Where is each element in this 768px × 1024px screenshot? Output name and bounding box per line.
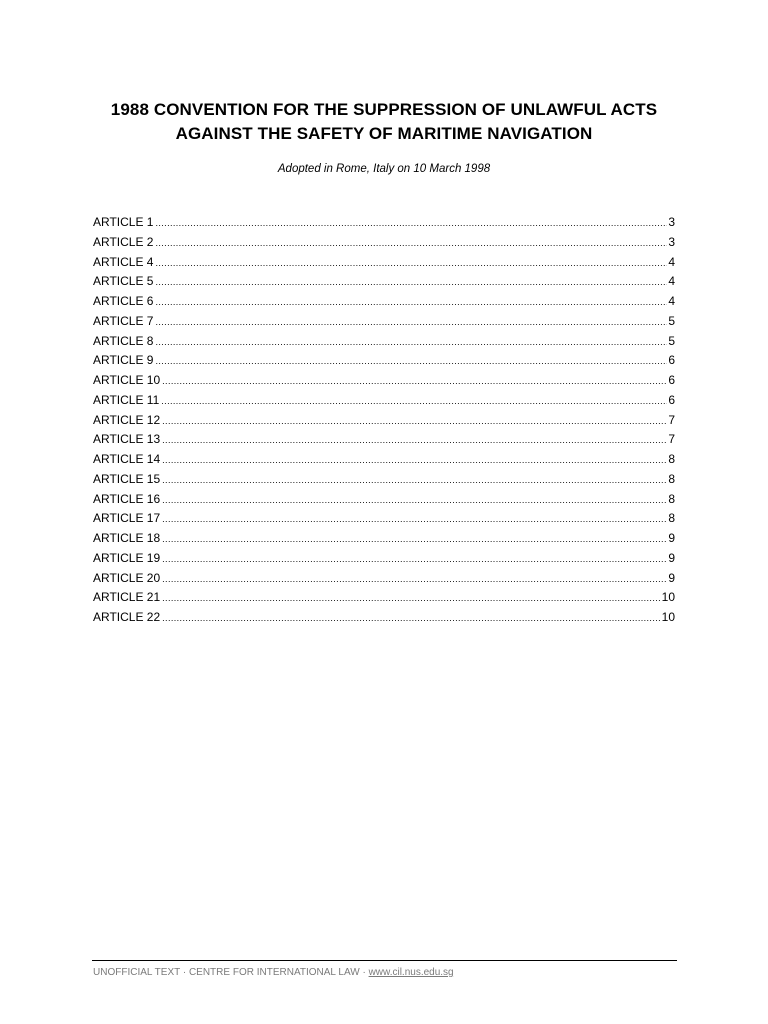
toc-entry-label: ARTICLE 21 <box>93 590 161 605</box>
toc-entry-page-number: 9 <box>668 531 675 545</box>
toc-dot-leader <box>162 491 667 511</box>
document-subtitle: Adopted in Rome, Italy on 10 March 1998 <box>277 163 491 175</box>
toc-entry-label: ARTICLE 18 <box>93 531 161 545</box>
toc-entry-label: ARTICLE 19 <box>93 550 161 565</box>
toc-entry-page-number: 7 <box>668 412 675 427</box>
toc-entry-label: ARTICLE 12 <box>93 412 161 427</box>
toc-entry[interactable] <box>93 312 675 332</box>
toc-dot-leader <box>155 352 667 372</box>
toc-dot-leader <box>162 431 667 451</box>
toc-dot-leader <box>155 234 667 254</box>
toc-dot-leader <box>155 313 667 333</box>
footer <box>93 966 454 980</box>
toc-entry[interactable] <box>93 549 675 569</box>
toc-entry-label: ARTICLE 9 <box>93 353 154 368</box>
toc-entry[interactable] <box>93 371 675 391</box>
toc-entry-label: ARTICLE 11 <box>93 392 160 407</box>
toc-entry[interactable] <box>93 608 675 628</box>
toc-entry-page-number: 9 <box>668 550 675 565</box>
toc-entry-label: ARTICLE 8 <box>93 333 154 348</box>
footer-divider <box>92 960 677 961</box>
toc-dot-leader <box>162 570 667 590</box>
toc-entry-label: ARTICLE 13 <box>93 432 161 447</box>
toc-dot-leader <box>155 333 667 353</box>
toc-dot-leader <box>162 471 667 491</box>
toc-entry-page-number: 10 <box>661 590 675 605</box>
toc-entry[interactable] <box>93 332 675 352</box>
toc-entry[interactable] <box>93 450 675 470</box>
toc-entry-page-number: 3 <box>668 215 675 229</box>
toc-entry[interactable] <box>93 272 675 292</box>
toc-entry-label: ARTICLE 10 <box>93 373 161 387</box>
toc-entry-page-number: 4 <box>668 274 675 289</box>
toc-dot-leader <box>162 510 667 530</box>
toc-dot-leader <box>162 589 660 609</box>
toc-entry[interactable] <box>93 351 675 371</box>
toc-dot-leader <box>162 550 667 570</box>
toc-entry-label: ARTICLE 16 <box>93 491 161 506</box>
toc-dot-leader <box>162 609 660 629</box>
toc-entry-page-number: 5 <box>668 313 675 328</box>
toc-entry[interactable] <box>93 569 675 589</box>
toc-entry-label: ARTICLE 15 <box>93 471 161 486</box>
toc-dot-leader <box>162 412 667 432</box>
toc-entry-page-number: 6 <box>668 373 675 387</box>
toc-entry[interactable] <box>93 509 675 529</box>
toc-entry[interactable] <box>93 391 675 411</box>
toc-entry-page-number: 6 <box>668 353 675 368</box>
toc-entry-page-number: 9 <box>668 570 675 585</box>
toc-entry[interactable] <box>93 213 675 233</box>
toc-entry-page-number: 8 <box>668 491 675 506</box>
toc-entry-label: ARTICLE 6 <box>93 294 154 308</box>
document-title-line-1: 1988 CONVENTION FOR THE SUPPRESSION OF UNLAWFUL ACTS <box>110 100 658 119</box>
toc-dot-leader <box>162 451 667 471</box>
toc-entry-label: ARTICLE 1 <box>93 215 154 229</box>
toc-dot-leader <box>155 254 667 274</box>
toc-entry-page-number: 4 <box>668 294 675 308</box>
toc-entry[interactable] <box>93 233 675 253</box>
toc-entry[interactable] <box>93 253 675 273</box>
document-title-line-2: AGAINST THE SAFETY OF MARITIME NAVIGATION <box>175 124 593 143</box>
toc-dot-leader <box>162 372 667 392</box>
toc-entry[interactable] <box>93 292 675 312</box>
toc-entry-label: ARTICLE 2 <box>93 234 154 249</box>
toc-entry-label: ARTICLE 5 <box>93 274 154 289</box>
footer-website-link[interactable]: www.cil.nus.edu.sg <box>368 967 454 978</box>
toc-entry[interactable] <box>93 490 675 510</box>
toc-entry-label: ARTICLE 20 <box>93 570 161 585</box>
toc-entry-page-number: 7 <box>668 432 675 447</box>
toc-dot-leader <box>161 392 667 412</box>
toc-entry-page-number: 3 <box>668 234 675 249</box>
toc-entry[interactable] <box>93 529 675 549</box>
table-of-contents <box>93 213 675 628</box>
toc-entry[interactable] <box>93 430 675 450</box>
toc-dot-leader <box>155 273 667 293</box>
document-title <box>60 98 708 146</box>
toc-entry-page-number: 8 <box>668 471 675 486</box>
toc-entry-page-number: 6 <box>668 392 675 407</box>
footer-text: UNOFFICIAL TEXT · CENTRE FOR INTERNATIONAL LAW · <box>93 967 369 978</box>
toc-entry-label: ARTICLE 22 <box>93 610 161 624</box>
toc-dot-leader <box>162 530 667 550</box>
toc-entry-page-number: 4 <box>668 254 675 269</box>
toc-entry[interactable] <box>93 411 675 431</box>
toc-dot-leader <box>155 214 667 234</box>
toc-entry[interactable] <box>93 588 675 608</box>
toc-entry-page-number: 5 <box>668 333 675 348</box>
toc-entry[interactable] <box>93 470 675 490</box>
toc-entry-page-number: 8 <box>668 511 675 526</box>
toc-entry-page-number: 8 <box>668 452 675 466</box>
toc-entry-label: ARTICLE 4 <box>93 254 154 269</box>
toc-entry-label: ARTICLE 7 <box>93 313 154 328</box>
toc-entry-page-number: 10 <box>661 610 675 624</box>
toc-entry-label: ARTICLE 17 <box>93 511 161 526</box>
toc-entry-label: ARTICLE 14 <box>93 452 161 466</box>
toc-dot-leader <box>155 293 667 313</box>
